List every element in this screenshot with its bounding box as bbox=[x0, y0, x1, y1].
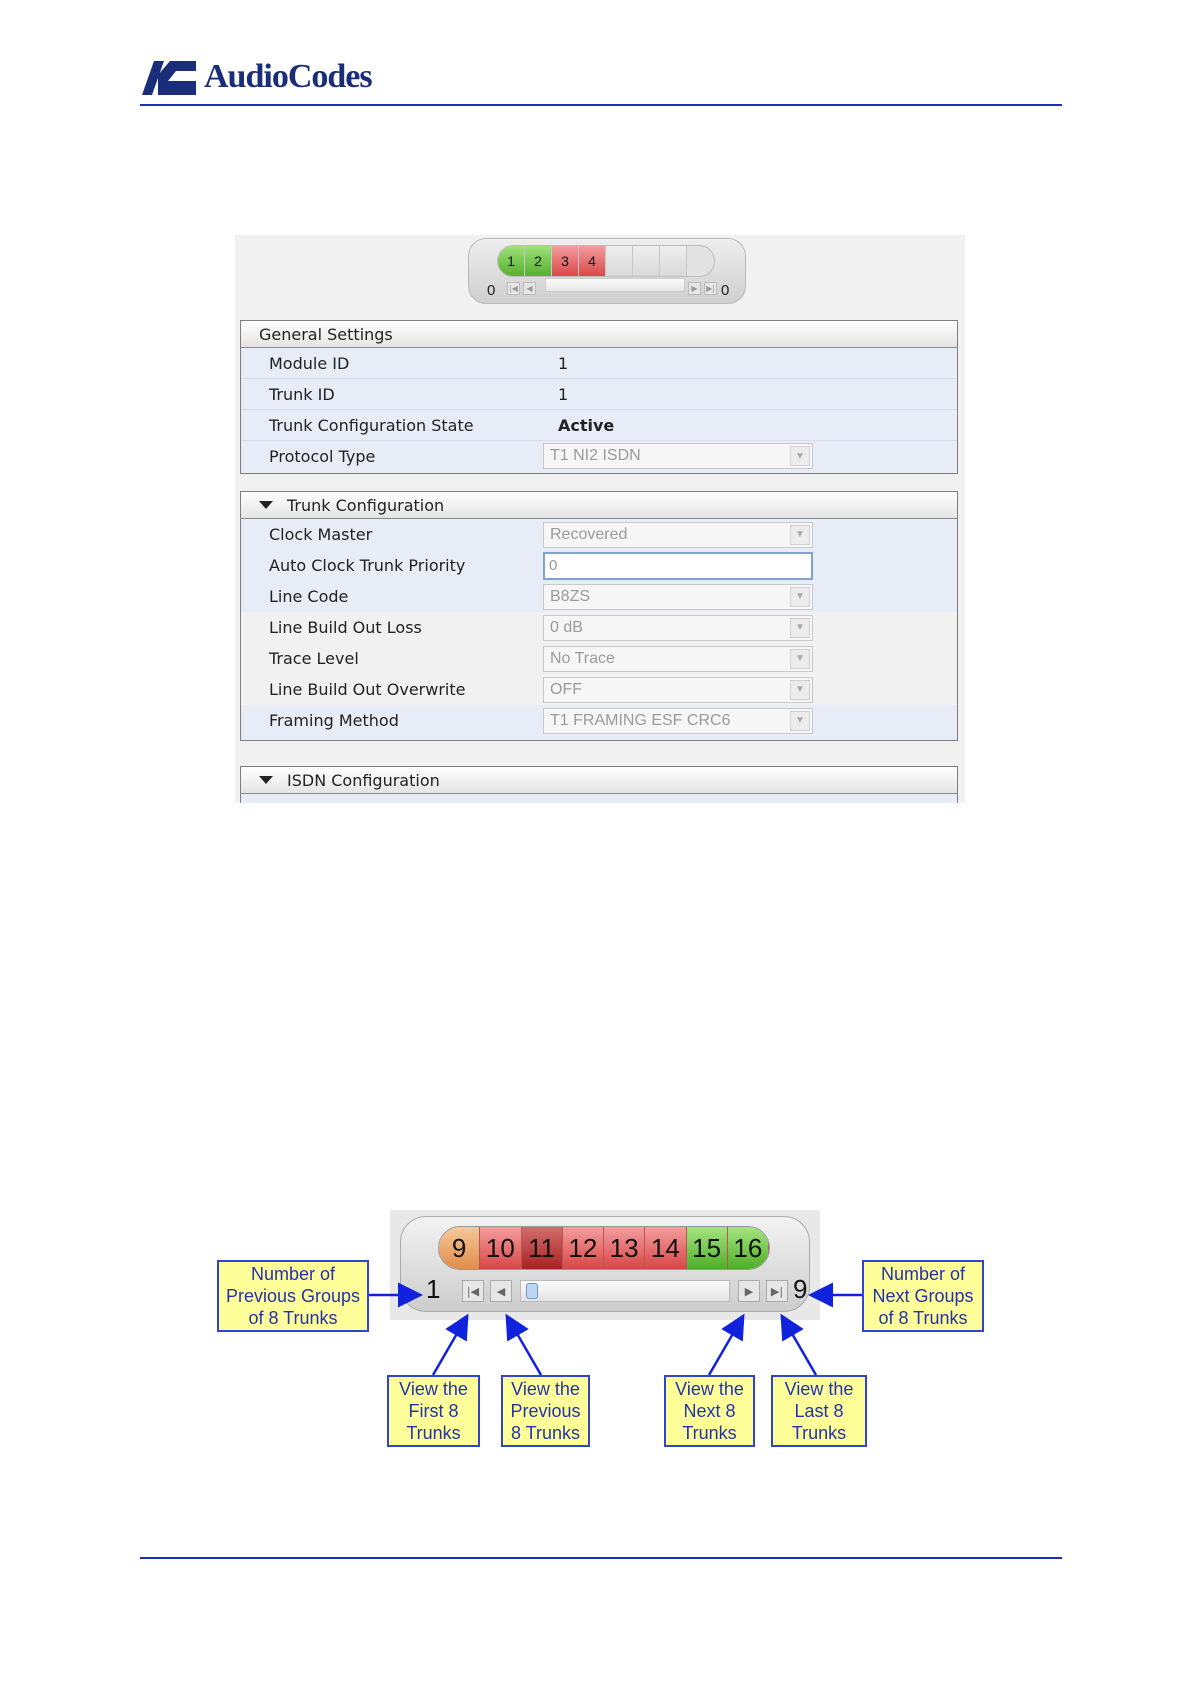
chevron-down-icon: ▼ bbox=[790, 446, 810, 466]
row-label: Trunk Configuration State bbox=[269, 415, 474, 435]
next-group-icon[interactable]: ▶ bbox=[738, 1280, 760, 1302]
protocol-type-select[interactable]: T1 NI2 ISDN ▼ bbox=[543, 443, 813, 469]
callout-next-8: View the Next 8 Trunks bbox=[664, 1375, 755, 1447]
footer-rule bbox=[140, 1557, 1062, 1559]
trunk-button[interactable]: 14 bbox=[645, 1227, 686, 1269]
row-label: Trace Level bbox=[269, 649, 359, 668]
first-group-icon[interactable]: |◀ bbox=[507, 282, 520, 295]
next-groups-count: 9 bbox=[793, 1274, 808, 1304]
row-label: Auto Clock Trunk Priority bbox=[269, 556, 466, 575]
line-build-out-loss-select[interactable]: 0 dB ▼ bbox=[543, 615, 813, 641]
previous-group-icon[interactable]: ◀ bbox=[523, 282, 536, 295]
trunk-button[interactable]: 16 bbox=[728, 1227, 769, 1269]
trunk-button[interactable]: 3 bbox=[552, 246, 579, 276]
row-value: 1 bbox=[558, 353, 569, 373]
trunk-button[interactable]: 12 bbox=[563, 1227, 604, 1269]
next-group-icon[interactable]: ▶ bbox=[688, 282, 701, 295]
last-group-icon[interactable]: ▶| bbox=[704, 282, 717, 295]
framing-method-select[interactable]: T1 FRAMING ESF CRC6 ▼ bbox=[543, 708, 813, 734]
arrow-first bbox=[433, 1318, 466, 1375]
trunk-button[interactable]: 11 bbox=[522, 1227, 563, 1269]
clock-master-select[interactable]: Recovered ▼ bbox=[543, 522, 813, 548]
callout-previous-groups: Number of Previous Groups of 8 Trunks bbox=[217, 1260, 369, 1332]
row-value: 1 bbox=[558, 384, 569, 404]
brand-name: AudioCodes bbox=[204, 58, 372, 95]
trunk-button[interactable]: 2 bbox=[525, 246, 552, 276]
callout-next-groups: Number of Next Groups of 8 Trunks bbox=[862, 1260, 984, 1332]
prev-groups-count: 1 bbox=[426, 1274, 441, 1304]
trunk-button[interactable]: 4 bbox=[579, 246, 606, 276]
line-code-select[interactable]: B8ZS ▼ bbox=[543, 584, 813, 610]
arrow-next bbox=[709, 1318, 742, 1375]
chevron-down-icon: ▼ bbox=[790, 680, 810, 700]
previous-group-icon[interactable]: ◀ bbox=[490, 1280, 512, 1302]
row-label: Line Build Out Overwrite bbox=[269, 680, 466, 699]
trunk-button[interactable]: 10 bbox=[480, 1227, 521, 1269]
next-groups-count: 0 bbox=[721, 282, 730, 299]
row-value: Active bbox=[558, 415, 615, 435]
auto-clock-priority-input[interactable]: 0 bbox=[543, 552, 813, 580]
section-title: General Settings bbox=[259, 324, 393, 344]
row-label: Trunk ID bbox=[269, 384, 335, 404]
trunk-button[interactable]: 1 bbox=[498, 246, 525, 276]
chevron-down-icon: ▼ bbox=[790, 618, 810, 638]
line-build-out-overwrite-select[interactable]: OFF ▼ bbox=[543, 677, 813, 703]
arrow-previous bbox=[508, 1318, 541, 1375]
row-label: Module ID bbox=[269, 353, 350, 373]
chevron-down-icon: ▼ bbox=[790, 587, 810, 607]
last-group-icon[interactable]: ▶| bbox=[766, 1280, 788, 1302]
trunk-button[interactable]: 15 bbox=[687, 1227, 728, 1269]
trunk-button[interactable]: 9 bbox=[439, 1227, 480, 1269]
row-label: Line Build Out Loss bbox=[269, 618, 422, 637]
chevron-down-icon: ▼ bbox=[790, 649, 810, 669]
callout-last-8: View the Last 8 Trunks bbox=[771, 1375, 867, 1447]
row-label: Framing Method bbox=[269, 711, 399, 730]
section-title: ISDN Configuration bbox=[287, 770, 440, 790]
callout-previous-8: View the Previous 8 Trunks bbox=[501, 1375, 590, 1447]
prev-groups-count: 0 bbox=[487, 282, 496, 299]
trace-level-select[interactable]: No Trace ▼ bbox=[543, 646, 813, 672]
row-label: Protocol Type bbox=[269, 446, 376, 466]
callout-first-8: View the First 8 Trunks bbox=[387, 1375, 480, 1447]
row-label: Line Code bbox=[269, 587, 349, 606]
trunk-button[interactable]: 13 bbox=[604, 1227, 645, 1269]
chevron-down-icon: ▼ bbox=[790, 525, 810, 545]
section-title: Trunk Configuration bbox=[287, 495, 445, 515]
row-label: Clock Master bbox=[269, 525, 373, 544]
first-group-icon[interactable]: |◀ bbox=[462, 1280, 484, 1302]
arrow-last bbox=[783, 1318, 816, 1375]
chevron-down-icon: ▼ bbox=[790, 711, 810, 731]
